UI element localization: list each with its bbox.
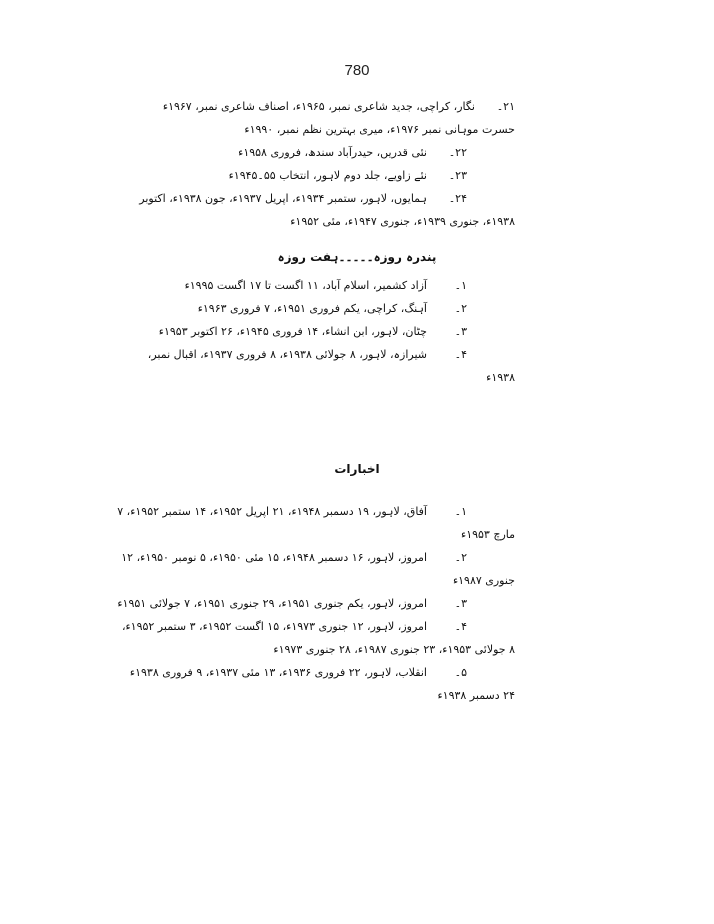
list-line: ۱۹۳۸ء <box>486 371 515 384</box>
heading-fortnightly: پندرہ روزہ۔۔۔۔۔ہفت روزہ <box>277 250 437 264</box>
list-line: ۲۴ دسمبر ۱۹۳۸ء <box>437 689 515 702</box>
list-line: ۲۔آہنگ، کراچی، یکم فروری ۱۹۵۱ء، ۷ فروری ۱۹۶۳ء <box>197 302 467 315</box>
list-line: ۲۴۔ہمایوں، لاہور، ستمبر ۱۹۳۴ء، اپریل ۱۹۳۷ء، جون ۱۹۳۸ء، اکتوبر <box>139 192 467 205</box>
list-line: جنوری ۱۹۸۷ء <box>452 574 515 587</box>
list-line: ۵۔انقلاب، لاہور، ۲۲ فروری ۱۹۳۶ء، ۱۳ مئی ۱۹۳۷ء، ۹ فروری ۱۹۳۸ء <box>129 666 467 679</box>
list-line: ۲۳۔نئے زاویے، جلد دوم لاہور، انتخاب ۵۵۔۱۹۴۵ء <box>228 169 467 182</box>
list-line: ۲۲۔نئی قدریں، حیدرآباد سندھ، فروری ۱۹۵۸ء <box>238 146 467 159</box>
list-line: ۴۔امروز، لاہور، ۱۲ جنوری ۱۹۷۳ء، ۱۵ اگست ۱۹۵۲ء، ۳ ستمبر ۱۹۵۲ء، <box>121 620 467 633</box>
section-monthly-list <box>139 95 515 233</box>
list-line: ۲۱۔نگار، کراچی، جدید شاعری نمبر، ۱۹۶۵ء، اصناف شاعری نمبر، ۱۹۶۷ء <box>162 100 515 113</box>
list-line: حسرت موہانی نمبر ۱۹۷۶ء، میری بہترین نظم نمبر، ۱۹۹۰ء <box>244 123 515 136</box>
list-line: ۴۔شیرازہ، لاہور، ۸ جولائی ۱۹۳۸ء، ۸ فروری ۱۹۳۷ء، اقبال نمبر، <box>147 348 467 361</box>
list-line: ۱۔آفاق، لاہور، ۱۹ دسمبر ۱۹۴۸ء، ۲۱ اپریل ۱۹۵۲ء، ۱۴ ستمبر ۱۹۵۲ء، ۷ <box>117 505 467 518</box>
list-line: ۳۔امروز، لاہور، یکم جنوری ۱۹۵۱ء، ۲۹ جنوری ۱۹۵۱ء، ۷ جولائی ۱۹۵۱ء <box>117 597 467 610</box>
list-line: ۱۔آزاد کشمیر، اسلام آباد، ۱۱ اگست تا ۱۷ اگست ۱۹۹۵ء <box>184 279 467 292</box>
section-fortnightly-list <box>147 274 515 389</box>
heading-newspapers: اخبارات <box>334 462 380 476</box>
list-line: ۱۹۳۸ء، جنوری ۱۹۳۹ء، جنوری ۱۹۴۷ء، مئی ۱۹۵۲ء <box>290 215 515 228</box>
list-line: ۳۔چٹان، لاہور، ابن انشاء، ۱۴ فروری ۱۹۴۵ء، ۲۶ اکتوبر ۱۹۵۳ء <box>158 325 467 338</box>
list-line: ۸ جولائی ۱۹۵۳ء، ۲۳ جنوری ۱۹۸۷ء، ۲۸ جنوری ۱۹۷۳ء <box>273 643 515 656</box>
section-newspapers-list <box>117 500 515 707</box>
page-number: 780 <box>344 62 370 79</box>
list-line: مارچ ۱۹۵۳ء <box>461 528 515 541</box>
list-line: ۲۔امروز، لاہور، ۱۶ دسمبر ۱۹۴۸ء، ۱۵ مئی ۱۹۵۰ء، ۵ نومبر ۱۹۵۰ء، ۱۲ <box>121 551 467 564</box>
